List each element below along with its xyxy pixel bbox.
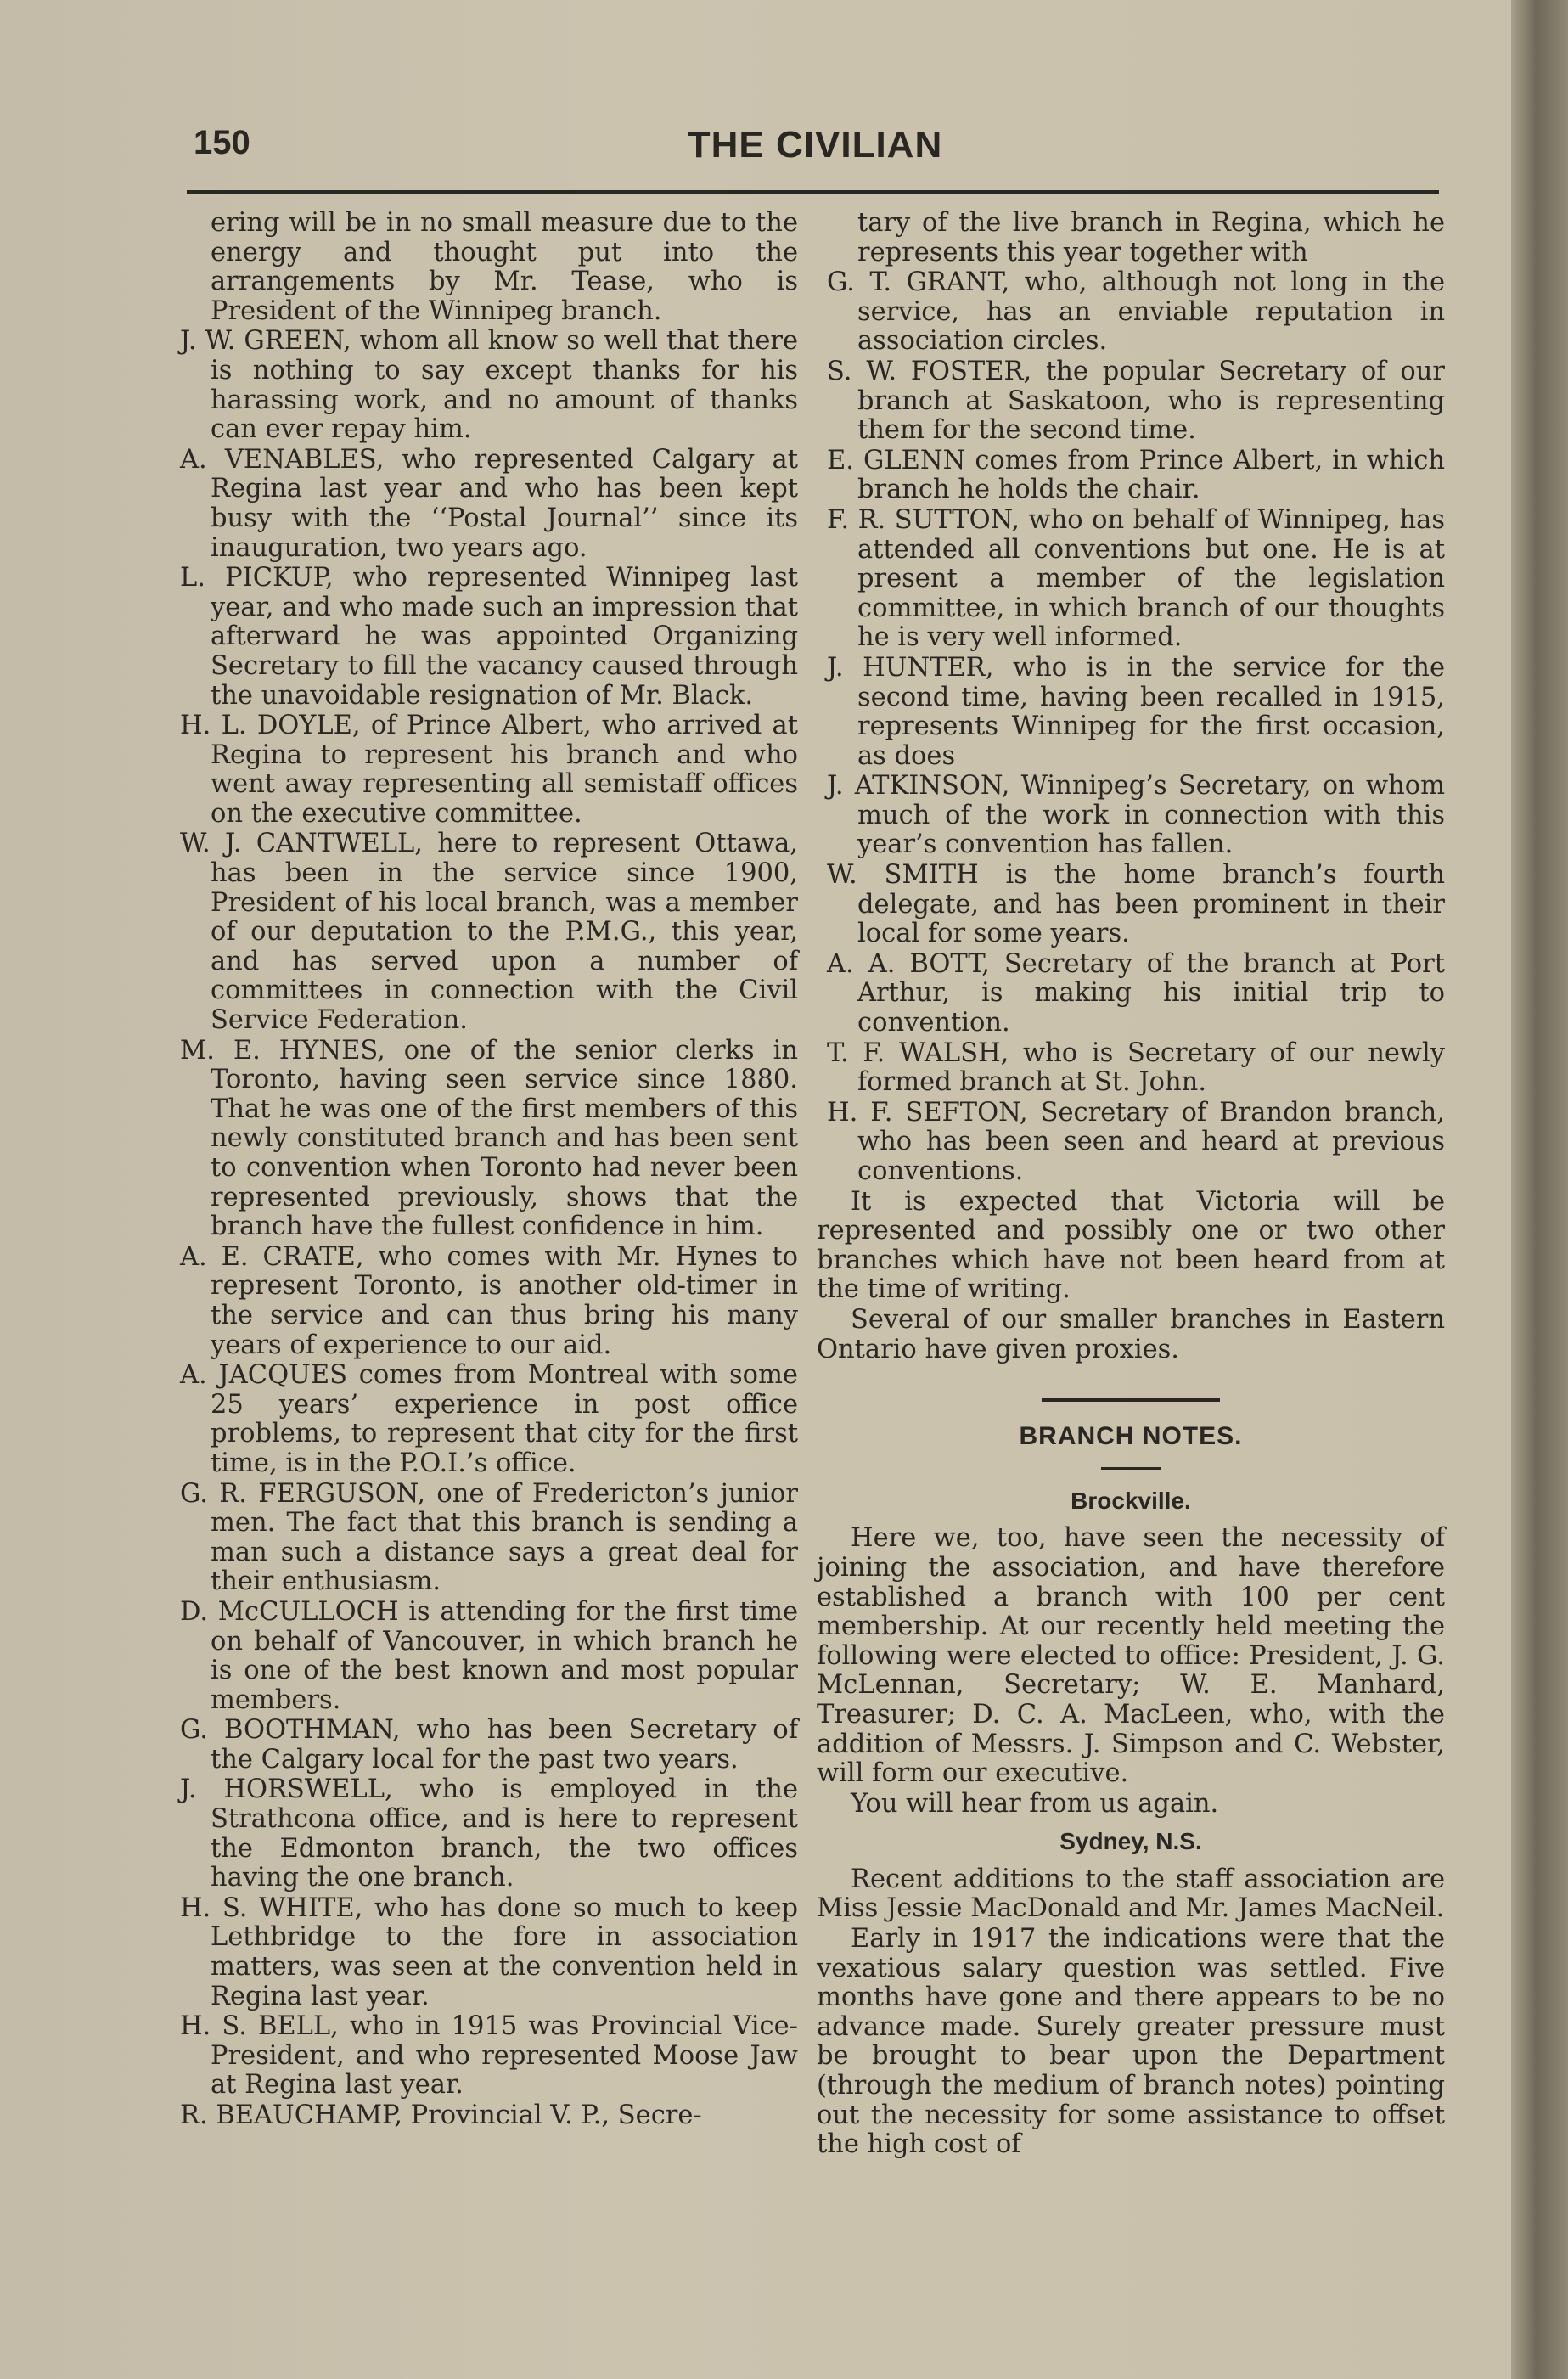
- subsection-divider: [1101, 1467, 1161, 1470]
- delegate-entry: J. HORSWELL, who is employed in the Strathcona office, and is here to represent the Edmonton branch, the two offices having the one branch.: [180, 1774, 798, 1893]
- closing-paragraph: Several of our smaller branches in Eastern Ontario have given proxies.: [817, 1304, 1445, 1364]
- branch-paragraph: Recent additions to the staff association are Miss Jessie MacDonald and Mr. James MacNeil.: [817, 1864, 1445, 1924]
- delegate-entry: H. S. WHITE, who has done so much to keep Lethbridge to the fore in association matters, was seen at the convention held in Regina last year.: [180, 1893, 798, 2011]
- delegate-entry: W. J. CANTWELL, here to represent Ottawa, has been in the service since 1900, President of his local branch, was a member of our deputation to the P.M.G., this year, and has served upon a number of committees in connection with the Civil Service Federation.: [180, 829, 798, 1036]
- delegate-entry: G. R. FERGUSON, one of Fredericton’s junior men. The fact that this branch is sending a man such a distance says a great deal for their enthusiasm.: [180, 1478, 798, 1597]
- header-rule: [187, 190, 1439, 194]
- delegate-entry: M. E. HYNES, one of the senior clerks in Toronto, having seen service since 1880. That he was one of the first members of this newly constituted branch and has been sent to convention when Toronto had never been represented previously, shows that the branch have the fullest confidence in him.: [180, 1035, 798, 1242]
- continuation-text: ering will be in no small measure due to the energy and thought put into the arrangements by Mr. Tease, who is President of the Winnipeg branch.: [211, 208, 798, 326]
- branch-paragraph: Early in 1917 the indications were that the vexatious salary question was settled. Five months have gone and there appears to be no advance made. Surely greater pressure must be brought to bear upon the Department (through the medium of branch notes) pointing out the necessity for some assistance to offset the high cost of: [817, 1924, 1445, 2160]
- book-spine: [1511, 0, 1568, 2379]
- left-column: [170, 209, 798, 2132]
- delegate-entry: A. A. BOTT, Secretary of the branch at Port Arthur, is making his initial trip to convention.: [827, 948, 1445, 1038]
- delegate-entry: A. E. CRATE, who comes with Mr. Hynes to represent Toronto, is another old-timer in the service and can thus bring his many years of experience to our aid.: [180, 1241, 798, 1360]
- branch-heading-brockville: Brockville.: [1071, 1487, 1191, 1514]
- delegate-entry: G. T. GRANT, who, although not long in the service, has an enviable reputation in association circles.: [827, 267, 1445, 357]
- delegate-entry: H. S. BELL, who in 1915 was Provincial Vice-President, and who represented Moose Jaw at Regina last year.: [180, 2011, 798, 2101]
- page-header: [187, 119, 1443, 170]
- delegate-entry: H. F. SEFTON, Secretary of Brandon branch, who has been seen and heard at previous conventions.: [827, 1097, 1445, 1186]
- delegate-entry: J. HUNTER, who is in the service for the second time, having been recalled in 1915, represents Winnipeg for the first occasion, as does: [827, 652, 1445, 771]
- delegate-entry: J. W. GREEN, whom all know so well that there is nothing to say except thanks for his harassing work, and no amount of thanks can ever repay him.: [180, 326, 798, 445]
- delegate-entry: A. JACQUES comes from Montreal with some 25 years’ experience in post office problems, to represent that city for the first time, is in the P.O.I.’s office.: [180, 1360, 798, 1478]
- branch-heading-sydney: Sydney, N.S.: [1059, 1828, 1202, 1855]
- section-divider: [1042, 1398, 1220, 1402]
- delegate-entry: J. ATKINSON, Winnipeg’s Secretary, on whom much of the work in connection with this year’s convention has fallen.: [827, 771, 1445, 860]
- delegate-entry: R. BEAUCHAMP, Provincial V. P., Secre-: [180, 2101, 702, 2130]
- delegate-entry: S. W. FOSTER, the popular Secretary of our branch at Saskatoon, who is representing them for the second time.: [827, 356, 1445, 446]
- delegate-entry: F. R. SUTTON, who on behalf of Winnipeg, has attended all conventions but one. He is at present a member of the legislation committee, in which branch of our thoughts he is very well informed.: [827, 504, 1445, 653]
- branch-paragraph: Here we, too, have seen the necessity of joining the association, and have therefore established a branch with 100 per cent membership. At our recently held meeting the following were elected to office: President, J. G. McLennan, Secretary; W. E. Manhard, Treasurer; D. C. A. MacLeen, who, with the addition of Messrs. J. Simpson and C. Webster, will form our executive.: [817, 1523, 1445, 1789]
- delegate-entry: T. F. WALSH, who is Secretary of our newly formed branch at St. John.: [827, 1038, 1445, 1098]
- right-column: [817, 209, 1445, 2161]
- delegate-entry: H. L. DOYLE, of Prince Albert, who arrived at Regina to represent his branch and who went away representing all semistaff offices on the executive committee.: [180, 711, 798, 829]
- section-title: BRANCH NOTES.: [1019, 1422, 1243, 1451]
- delegate-entry: W. SMITH is the home branch’s fourth delegate, and has been prominent in their local for some years.: [827, 860, 1445, 949]
- delegate-entry: E. GLENN comes from Prince Albert, in which branch he holds the chair.: [827, 445, 1445, 505]
- continuation-text: tary of the live branch in Regina, which he represents this year together with: [857, 208, 1445, 267]
- delegate-entry: G. BOOTHMAN, who has been Secretary of the Calgary local for the past two years.: [180, 1715, 798, 1774]
- branch-paragraph: You will hear from us again.: [851, 1788, 1219, 1819]
- delegate-entry: D. McCULLOCH is attending for the first time on behalf of Vancouver, in which branch he is one of the best known and most popular members.: [180, 1596, 798, 1715]
- page-number: 150: [194, 124, 250, 161]
- journal-title: THE CIVILIAN: [687, 124, 943, 166]
- closing-paragraph: It is expected that Victoria will be represented and possibly one or two other branches which have not been heard from at the time of writing.: [817, 1186, 1445, 1305]
- delegate-entry: L. PICKUP, who represented Winnipeg last year, and who made such an impression that afterward he was appointed Organizing Secretary to fill the vacancy caused through the unavoidable resignation of Mr. Black.: [180, 563, 798, 711]
- delegate-entry: A. VENABLES, who represented Calgary at Regina last year and who has been kept busy with the ‘‘Postal Journal’’ since its inauguration, two years ago.: [180, 444, 798, 563]
